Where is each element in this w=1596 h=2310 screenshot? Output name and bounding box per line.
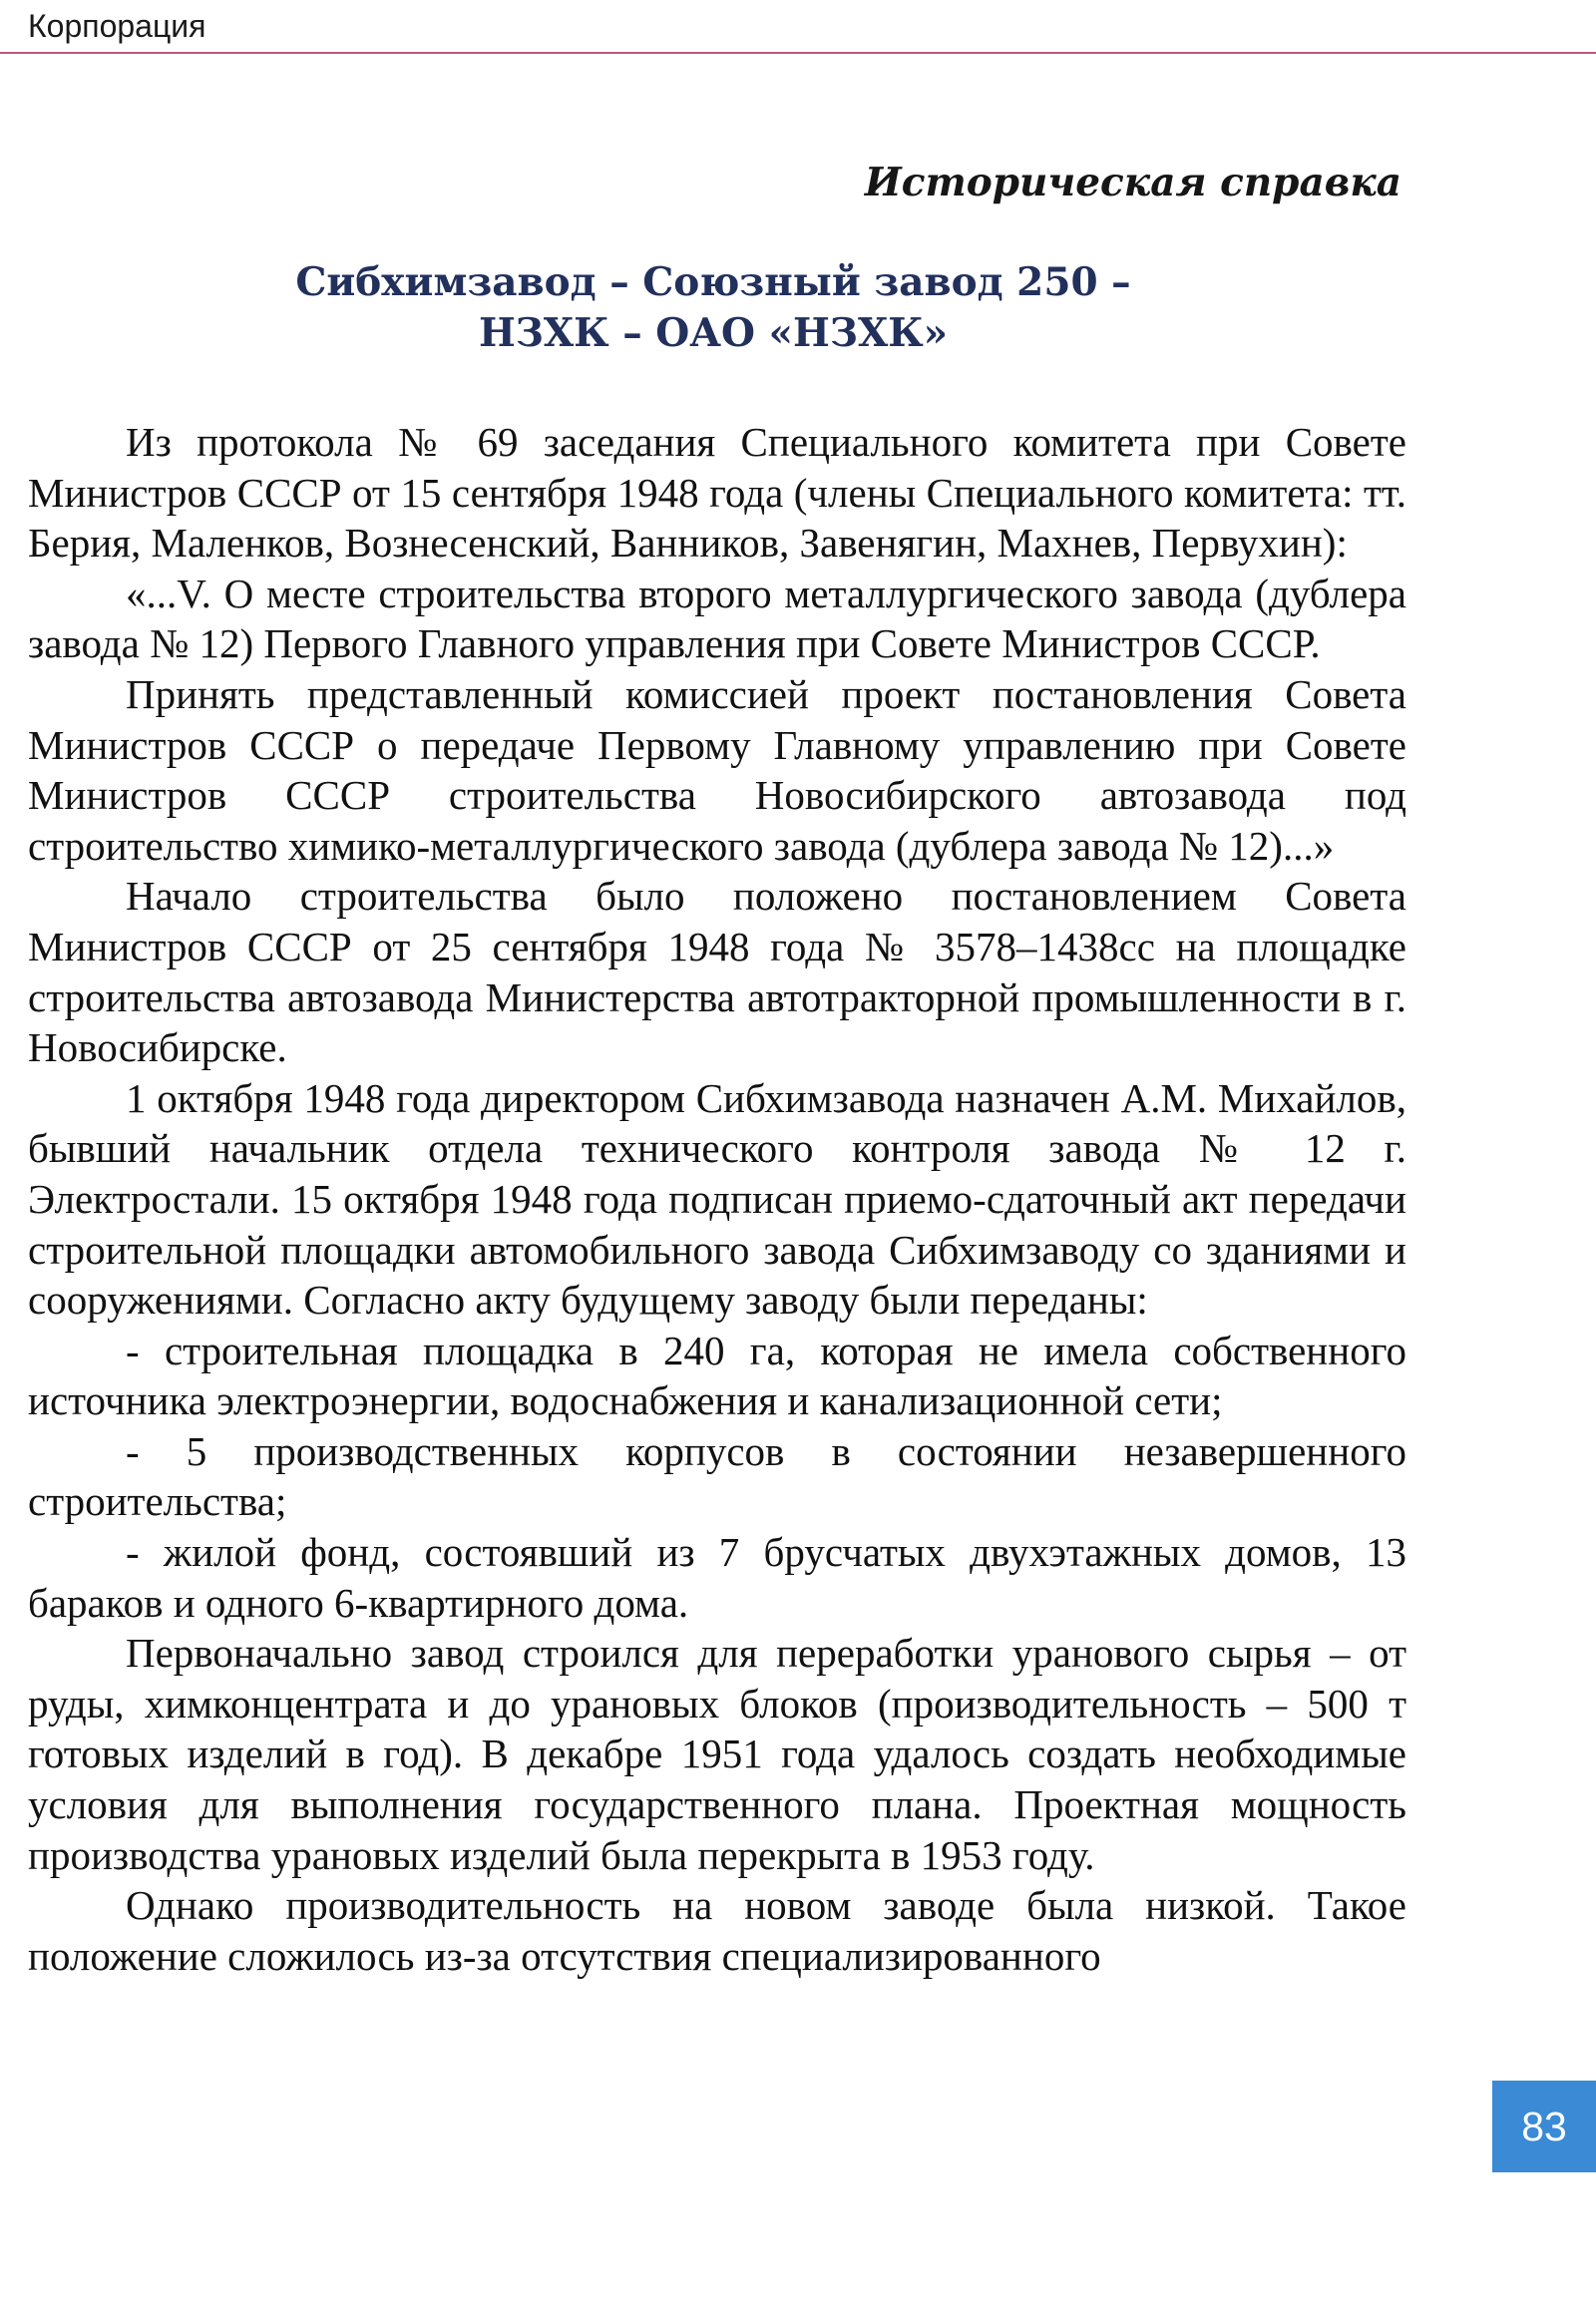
paragraph: «...V. О месте строительства второго металлургического завода (дублера завода № 12) Первого Главного управления при Совете Министров СССР. xyxy=(28,570,1406,667)
article-body xyxy=(28,417,1406,1981)
paragraph: - строительная площадка в 240 га, которая не имела собственного источника электроэнергии, водоснабжения и канализационной сети; xyxy=(28,1327,1406,1424)
paragraph: Принять представленный комиссией проект постановления Совета Министров СССР о передаче Первому Главному управлению при Совете Министров СССР строительства Новосибирского автозавода под строительство химико-металлургического завода (дублера завода № 12)...» xyxy=(28,670,1406,869)
paragraph: Начало строительства было положено постановлением Совета Министров СССР от 25 сентября 1948 года № 3578–1438сс на площадке строительства автозавода Министерства автотракторной промышленности в г. Новосибирске. xyxy=(28,873,1406,1071)
paragraph: Первоначально завод строился для переработки уранового сырья – от руды, химконцентрата и до урановых блоков (производительность – 500 т готовых изделий в год). В декабре 1951 года удалось создать необходимые условия для выполнения государственного плана. Проектная мощность производства урановых изделий была перекрыта в 1953 году. xyxy=(28,1630,1406,1878)
title-line-2: НЗХК – ОАО «НЗХК» xyxy=(478,310,949,356)
paragraph: Однако производительность на новом заводе была низкой. Такое положение сложилось из-за отсутствия специализированного xyxy=(28,1882,1406,1979)
title-line-1: Сибхимзавод – Союзный завод 250 – xyxy=(295,259,1131,305)
paragraph: - 5 производственных корпусов в состоянии незавершенного строительства; xyxy=(28,1427,1406,1525)
section-label: Корпорация xyxy=(28,8,206,44)
page-number: 83 xyxy=(1521,2103,1567,2149)
paragraph: 1 октября 1948 года директором Сибхимзавода назначен А.М. Михайлов, бывший начальник отдела технического контроля завода № 12 г. Электростали. 15 октября 1948 года подписан приемо-сдаточный акт передачи строительной площадки автомобильного завода Сибхимзаводу со зданиями и сооружениями. Согласно акту будущему заводу были переданы: xyxy=(28,1074,1406,1324)
article-kicker: Историческая справка xyxy=(864,160,1401,205)
paragraph: - жилой фонд, состоявший из 7 брусчатых двухэтажных домов, 13 бараков и одного 6-квартирного дома. xyxy=(28,1529,1406,1626)
paragraph: Из протокола № 69 заседания Специального комитета при Совете Министров СССР от 15 сентября 1948 года (члены Специального комитета: тт. Берия, Маленков, Вознесенский, Ванников, Завенягин, Махнев, Первухин): xyxy=(28,419,1406,567)
header-divider xyxy=(0,52,1596,54)
page-number-tab xyxy=(1492,2081,1596,2172)
article-title xyxy=(0,257,1426,359)
